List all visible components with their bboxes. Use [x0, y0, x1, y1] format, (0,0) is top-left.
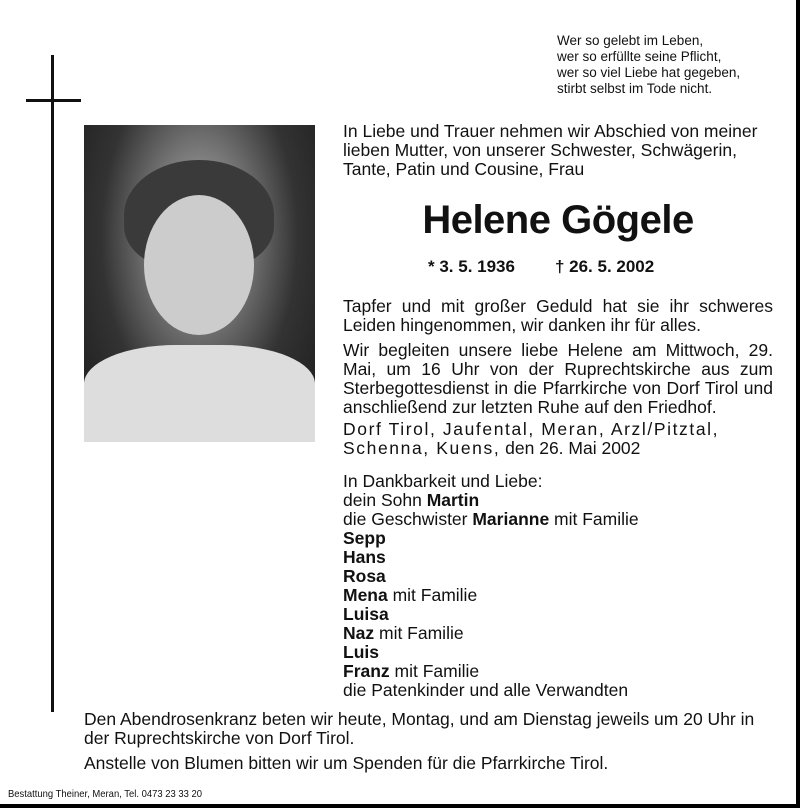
mourner-pre: In Dankbarkeit und Liebe:	[343, 471, 543, 491]
mourner-line	[343, 624, 639, 643]
mourner-pre: dein Sohn	[343, 490, 427, 510]
mourner-post: mit Familie	[389, 661, 480, 681]
mourner-name: Martin	[426, 490, 480, 510]
death-date: † 26. 5. 2002	[554, 257, 655, 276]
deceased-name: Helene Gögele	[422, 198, 694, 242]
rosary-note: Den Abendrosenkranz beten wir heute, Montag, und am Dienstag jeweils um 20 Uhr in der Ruprechtskirche von Dorf Tirol.	[84, 709, 755, 748]
mourner-line	[343, 643, 639, 662]
paragraph-patience: Tapfer und mit großer Geduld hat sie ihr schweres Leiden hingenommen, wir danken ihr für alles.	[343, 296, 773, 335]
mourner-name: Rosa	[343, 566, 386, 586]
mourner-line	[343, 472, 639, 491]
mourner-line	[343, 529, 639, 548]
mourners-list	[343, 472, 639, 700]
mourner-line	[343, 510, 639, 529]
mourner-post: mit Familie	[374, 623, 464, 643]
life-dates	[428, 257, 694, 277]
portrait-photo	[84, 125, 315, 442]
funeral-home-footer: Bestattung Theiner, Meran, Tel. 0473 23 33 20	[8, 788, 203, 800]
places: Dorf Tirol, Jaufental, Meran, Arzl/Pitztal, Schenna, Kuens,	[343, 419, 720, 458]
donation-note: Anstelle von Blumen bitten wir um Spenden für die Pfarrkirche Tirol.	[84, 753, 609, 773]
mourner-line	[343, 662, 639, 681]
mourner-name: Naz	[343, 623, 375, 643]
cross-icon	[51, 55, 54, 712]
mourner-name: Luis	[343, 642, 379, 662]
poem-line: Wer so gelebt im Leben,	[557, 33, 704, 48]
mourner-line	[343, 586, 639, 605]
poem-line: stirbt selbst im Tode nicht.	[557, 81, 713, 96]
poem-line: wer so erfüllte seine Pflicht,	[557, 49, 722, 64]
mourner-post: mit Familie	[549, 509, 639, 529]
date: den 26. Mai 2002	[500, 438, 641, 458]
poem	[557, 33, 740, 97]
mourner-post: mit Familie	[387, 585, 478, 605]
mourner-name: Hans	[343, 547, 386, 567]
mourner-line	[343, 491, 639, 510]
mourner-line	[343, 681, 639, 700]
place-date	[343, 420, 773, 458]
mourner-line	[343, 567, 639, 586]
mourner-name: Franz	[343, 661, 390, 681]
birth-date: * 3. 5. 1936	[428, 257, 515, 276]
mourner-name: Luisa	[343, 604, 389, 624]
paragraph-funeral: Wir begleiten unsere liebe Helene am Mittwoch, 29. Mai, um 16 Uhr von der Ruprechtskirche aus zum Sterbegottesdienst in die Pfarrkirche von Dorf Tirol und anschließend zur letzten Ruhe auf den Friedhof.	[343, 340, 773, 417]
mourner-pre: die Patenkinder und alle Verwandten	[343, 680, 629, 700]
mourner-line	[343, 605, 639, 624]
poem-line: wer so viel Liebe hat gegeben,	[557, 65, 741, 80]
bottom-notes	[84, 710, 784, 779]
mourner-name: Mena	[343, 585, 388, 605]
mourner-line	[343, 548, 639, 567]
cross-icon-bar	[26, 99, 81, 102]
mourner-name: Marianne	[472, 509, 550, 529]
mourner-pre: die Geschwister	[343, 509, 473, 529]
intro-text: In Liebe und Trauer nehmen wir Abschied von meiner lieben Mutter, von unserer Schwester, Schwägerin, Tante, Patin und Cousine, Frau	[343, 121, 758, 179]
mourner-name: Sepp	[343, 528, 386, 548]
